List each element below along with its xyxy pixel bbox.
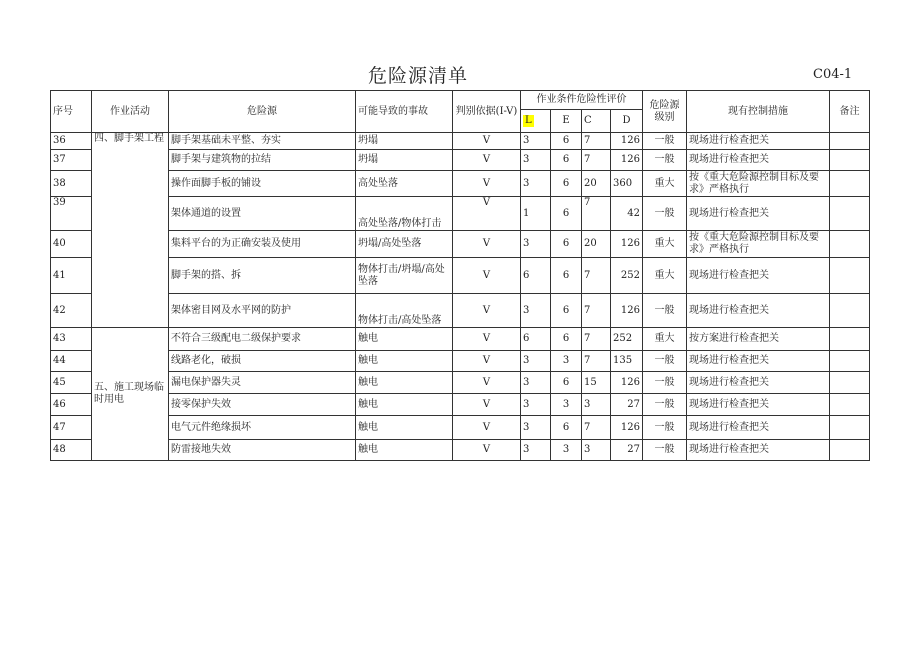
cell-D: 135	[611, 351, 643, 372]
table-row	[51, 231, 870, 258]
cell-remark	[830, 351, 870, 372]
cell-basis: V	[453, 231, 521, 258]
cell-C: 7	[582, 197, 611, 231]
cell-level: 重大	[643, 171, 687, 197]
cell-no: 38	[51, 171, 92, 197]
cell-C: 20	[582, 171, 611, 197]
table-row	[51, 440, 870, 461]
header-C: C	[582, 110, 611, 133]
cell-level: 一般	[643, 416, 687, 440]
cell-L: 1	[521, 197, 551, 231]
cell-no: 47	[51, 416, 92, 440]
cell-no: 48	[51, 440, 92, 461]
header-hazard: 危险源	[169, 91, 356, 133]
cell-measures: 现场进行检查把关	[687, 197, 830, 231]
cell-E: 6	[551, 372, 582, 394]
table-row	[51, 171, 870, 197]
cell-accident: 物体打击/高处坠落	[356, 294, 453, 328]
header-remark: 备注	[830, 91, 870, 133]
cell-remark	[830, 197, 870, 231]
header-E: E	[551, 110, 582, 133]
cell-C: 3	[582, 394, 611, 416]
cell-D: 126	[611, 294, 643, 328]
cell-basis: V	[453, 133, 521, 150]
cell-no: 42	[51, 294, 92, 328]
table-row	[51, 294, 870, 328]
table-row	[51, 394, 870, 416]
cell-E: 6	[551, 133, 582, 150]
cell-remark	[830, 372, 870, 394]
cell-measures: 现场进行检查把关	[687, 416, 830, 440]
header-level: 危险源级别	[643, 91, 687, 133]
cell-E: 6	[551, 416, 582, 440]
table-row	[51, 416, 870, 440]
cell-hazard: 脚手架的搭、拆	[169, 258, 356, 294]
header-evaluation: 作业条件危险性评价	[521, 91, 643, 110]
table-row	[51, 328, 870, 351]
header-accident: 可能导致的事故	[356, 91, 453, 133]
cell-level: 一般	[643, 294, 687, 328]
cell-measures: 按《重大危险源控制目标及要求》严格执行	[687, 231, 830, 258]
cell-measures: 按方案进行检查把关	[687, 328, 830, 351]
cell-basis: V	[453, 440, 521, 461]
cell-accident: 触电	[356, 440, 453, 461]
cell-basis: V	[453, 171, 521, 197]
cell-L: 3	[521, 416, 551, 440]
cell-no: 37	[51, 150, 92, 171]
hazard-table	[50, 90, 870, 461]
cell-C: 7	[582, 294, 611, 328]
cell-level: 一般	[643, 133, 687, 150]
header-activity: 作业活动	[92, 91, 169, 133]
cell-no: 43	[51, 328, 92, 351]
header-L	[521, 110, 551, 133]
header-D: D	[611, 110, 643, 133]
cell-D: 126	[611, 133, 643, 150]
cell-accident: 坍塌/高处坠落	[356, 231, 453, 258]
cell-activity-group: 五、施工现场临时用电	[92, 328, 169, 461]
cell-L: 3	[521, 394, 551, 416]
cell-measures: 按《重大危险源控制目标及要求》严格执行	[687, 171, 830, 197]
cell-hazard: 漏电保护器失灵	[169, 372, 356, 394]
header-no: 序号	[51, 91, 92, 133]
cell-accident: 触电	[356, 416, 453, 440]
cell-L: 6	[521, 328, 551, 351]
cell-measures: 现场进行检查把关	[687, 394, 830, 416]
cell-L: 3	[521, 294, 551, 328]
cell-level: 一般	[643, 394, 687, 416]
cell-remark	[830, 294, 870, 328]
cell-measures: 现场进行检查把关	[687, 150, 830, 171]
cell-E: 6	[551, 197, 582, 231]
cell-D: 126	[611, 150, 643, 171]
cell-accident: 触电	[356, 372, 453, 394]
cell-measures: 现场进行检查把关	[687, 351, 830, 372]
cell-hazard: 脚手架基础未平整、夯实	[169, 133, 356, 150]
cell-L: 3	[521, 171, 551, 197]
cell-L: 3	[521, 351, 551, 372]
cell-no: 39	[51, 197, 92, 231]
cell-hazard: 接零保护失效	[169, 394, 356, 416]
cell-C: 7	[582, 328, 611, 351]
cell-basis: V	[453, 328, 521, 351]
cell-measures: 现场进行检查把关	[687, 133, 830, 150]
cell-E: 6	[551, 150, 582, 171]
header-row-1	[51, 91, 870, 110]
cell-measures: 现场进行检查把关	[687, 294, 830, 328]
cell-level: 重大	[643, 231, 687, 258]
cell-hazard: 防雷接地失效	[169, 440, 356, 461]
cell-D: 27	[611, 394, 643, 416]
cell-remark	[830, 133, 870, 150]
document-code: C04-1	[813, 67, 853, 82]
cell-accident: 坍塌	[356, 150, 453, 171]
cell-basis: V	[453, 150, 521, 171]
cell-remark	[830, 440, 870, 461]
cell-no: 45	[51, 372, 92, 394]
cell-hazard: 架体通道的设置	[169, 197, 356, 231]
cell-E: 3	[551, 440, 582, 461]
cell-L: 3	[521, 440, 551, 461]
cell-C: 7	[582, 150, 611, 171]
cell-D: 27	[611, 440, 643, 461]
cell-basis: V	[453, 258, 521, 294]
cell-remark	[830, 231, 870, 258]
cell-measures: 现场进行检查把关	[687, 440, 830, 461]
table-row	[51, 197, 870, 231]
cell-E: 6	[551, 258, 582, 294]
cell-D: 126	[611, 416, 643, 440]
cell-remark	[830, 394, 870, 416]
cell-remark	[830, 328, 870, 351]
cell-D: 252	[611, 258, 643, 294]
cell-D: 360	[611, 171, 643, 197]
cell-level: 一般	[643, 440, 687, 461]
cell-D: 252	[611, 328, 643, 351]
cell-L: 3	[521, 150, 551, 171]
cell-C: 3	[582, 440, 611, 461]
cell-no: 36	[51, 133, 92, 150]
cell-accident: 物体打击/坍塌/高处坠落	[356, 258, 453, 294]
cell-remark	[830, 416, 870, 440]
cell-E: 3	[551, 394, 582, 416]
cell-level: 一般	[643, 150, 687, 171]
cell-C: 20	[582, 231, 611, 258]
cell-C: 7	[582, 416, 611, 440]
cell-level: 一般	[643, 197, 687, 231]
cell-basis: V	[453, 372, 521, 394]
cell-hazard: 操作面脚手板的铺设	[169, 171, 356, 197]
header-measures: 现有控制措施	[687, 91, 830, 133]
cell-measures: 现场进行检查把关	[687, 372, 830, 394]
cell-level: 重大	[643, 328, 687, 351]
cell-C: 7	[582, 351, 611, 372]
cell-L: 3	[521, 231, 551, 258]
header-basis: 判别依据(I-V)	[453, 91, 521, 133]
cell-no: 46	[51, 394, 92, 416]
cell-remark	[830, 171, 870, 197]
cell-hazard: 架体密目网及水平网的防护	[169, 294, 356, 328]
cell-hazard: 不符合三级配电二级保护要求	[169, 328, 356, 351]
cell-level: 一般	[643, 351, 687, 372]
cell-E: 6	[551, 294, 582, 328]
cell-hazard: 电气元件绝缘损坏	[169, 416, 356, 440]
cell-activity-group: 四、脚手架工程	[92, 133, 169, 328]
cell-E: 3	[551, 351, 582, 372]
cell-level: 重大	[643, 258, 687, 294]
cell-hazard: 脚手架与建筑物的拉结	[169, 150, 356, 171]
cell-level: 一般	[643, 372, 687, 394]
table-row	[51, 372, 870, 394]
cell-hazard: 线路老化，破损	[169, 351, 356, 372]
page-title: 危险源清单	[368, 65, 469, 87]
cell-no: 40	[51, 231, 92, 258]
cell-basis: V	[453, 416, 521, 440]
cell-measures: 现场进行检查把关	[687, 258, 830, 294]
cell-E: 6	[551, 171, 582, 197]
cell-accident: 触电	[356, 351, 453, 372]
cell-E: 6	[551, 231, 582, 258]
cell-accident: 触电	[356, 328, 453, 351]
cell-accident: 触电	[356, 394, 453, 416]
cell-L: 3	[521, 372, 551, 394]
cell-remark	[830, 150, 870, 171]
cell-no: 41	[51, 258, 92, 294]
table-row	[51, 150, 870, 171]
cell-C: 7	[582, 258, 611, 294]
cell-basis: V	[453, 351, 521, 372]
cell-basis: V	[453, 394, 521, 416]
cell-D: 126	[611, 372, 643, 394]
cell-L: 3	[521, 133, 551, 150]
cell-accident: 高处坠落/物体打击	[356, 197, 453, 231]
header-L-label: L	[525, 115, 532, 126]
cell-accident: 坍塌	[356, 133, 453, 150]
cell-hazard: 集料平台的为正确安装及使用	[169, 231, 356, 258]
cell-basis: V	[453, 294, 521, 328]
cell-C: 15	[582, 372, 611, 394]
table-row	[51, 351, 870, 372]
cell-L: 6	[521, 258, 551, 294]
table-row	[51, 258, 870, 294]
cell-remark	[830, 258, 870, 294]
cell-accident: 高处坠落	[356, 171, 453, 197]
cell-no: 44	[51, 351, 92, 372]
cell-C: 7	[582, 133, 611, 150]
cell-E: 6	[551, 328, 582, 351]
table-row	[51, 133, 870, 150]
cell-D: 42	[611, 197, 643, 231]
cell-D: 126	[611, 231, 643, 258]
cell-basis: V	[453, 197, 521, 231]
